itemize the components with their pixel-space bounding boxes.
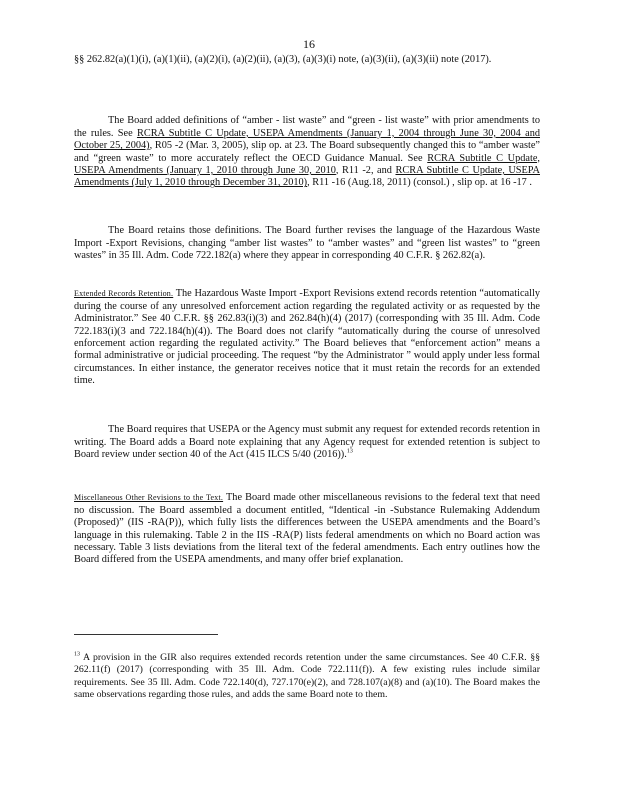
paragraph-misc-revisions-body: The Board made other miscellaneous revisions to the federal text that need no discussion. The Board assembled a document entitled, “Identical -in -Substance Rulemaking Addendum (Proposed)” (IIS -RA(P)), which fully lists the differences between the USEPA amendments and the Board’s language in this rulemaking. Table 2 in the IIS -RA(P) lists federal amendments on which no Board action was necessary. Table 3 lists deviations from the literal text of the federal amendments. Each entry outlines how the Board differed from the USEPA amendments, and many offer brief explanation. xyxy=(74,492,540,566)
paragraph-misc-revisions xyxy=(74,492,540,566)
paragraph-definitions xyxy=(74,115,540,189)
paragraph-continuation: §§ 262.82(a)(1)(i), (a)(1)(ii), (a)(2)(i), (a)(2)(ii), (a)(3), (a)(3)(i) note, (a)(3)(ii), (a)(3)(ii) note (2017). xyxy=(74,54,492,66)
paragraph-usepa-requires xyxy=(74,424,540,461)
paragraph-records-retention-body: The Hazardous Waste Import -Export Revisions extend records retention “automatically during the course of any unresolved enforcement action regarding the regulated activity or as requested by the Administrator.” See 40 C.F.R. §§ 262.83(i)(3) and 262.84(h)(4) (2017) (corresponding with 35 Ill. Adm. Code 722.183(i)(3 and 722.184(h)(4)). The Board does not clarify “automatically during the course of unresolved enforcement action regarding the regulated activity.” The Board believes that “enforcement action” means a formal administrative or judicial proceeding. The request “by the Administrator ” would apply under less formal circumstances. In either instance, the generator receives notice that it must retain the records for an extended time. xyxy=(74,288,540,387)
heading-extended-records-retention: Extended Records Retention. xyxy=(74,289,174,299)
footnote-separator xyxy=(74,634,218,635)
paragraph-retains-definitions: The Board retains those definitions. The Board further revises the language of the Hazardous Waste Import -Export Revisions, changing “amber list wastes” to “amber wastes” and “green list wastes” to “green wastes” in 35 Ill. Adm. Code 722.182(a) where they appear in corresponding 40 C.F.R. § 262.82(a). xyxy=(74,225,540,262)
paragraph-usepa-requires-text: The Board requires that USEPA or the Agency must submit any request for extended records retention in writing. The Board adds a Board note explaining that any Agency request for extended retention is subject to Board review under section 40 of the Act (415 ILCS 5/40 (2016)). xyxy=(74,424,540,461)
paragraph-definitions-text-3: , R11 -2, and xyxy=(335,164,392,176)
footnote-text: A provision in the GIR also requires extended records retention under the same circumstances. See 40 C.F.R. §§ 262.11(f) (2017) (corresponding with 35 Ill. Adm. Code 722.111(f)). A few existing rules include similar requirements. See 35 Ill. Adm. Code 722.140(d), 727.170(e)(2), and 728.107(a)(8) and (a)(10). The Board makes the same observations regarding those rules, and adds the same Board note to them. xyxy=(74,651,540,701)
citation-rcra-2010-jul: RCRA Subtitle C Update, USEPA Amendments (July 1, 2010 through December 31, 2010) xyxy=(74,164,540,189)
footnote-13 xyxy=(74,652,540,702)
heading-misc-revisions: Miscellaneous Other Revisions to the Text. xyxy=(74,493,224,503)
footnote-number: 13 xyxy=(74,651,80,658)
citation-rcra-2004: RCRA Subtitle C Update, USEPA Amendments (January 1, 2004 through June 30, 2004 and October 25, 2004) xyxy=(74,127,540,152)
footnote-reference: 13 xyxy=(346,448,353,455)
paragraph-definitions-text-2: , R05 -2 (Mar. 3, 2005), slip op. at 23. The Board subsequently changed this to “amber waste” and “green waste” to more accurately reflect the OECD Guidance Manual. See xyxy=(74,140,540,164)
citation-rcra-2010-jan: RCRA Subtitle C Update, USEPA Amendments (January 1, 2010 through June 30, 2010 xyxy=(74,152,540,176)
page-number: 16 xyxy=(303,37,315,51)
paragraph-definitions-text: The Board added definitions of “amber - list waste” and “green - list waste” with prior amendments to the rules. See xyxy=(74,115,540,139)
paragraph-definitions-text-4: , R11 -16 (Aug.18, 2011) (consol.) , slip op. at 16 -17 . xyxy=(307,177,532,189)
paragraph-records-retention xyxy=(74,288,540,387)
